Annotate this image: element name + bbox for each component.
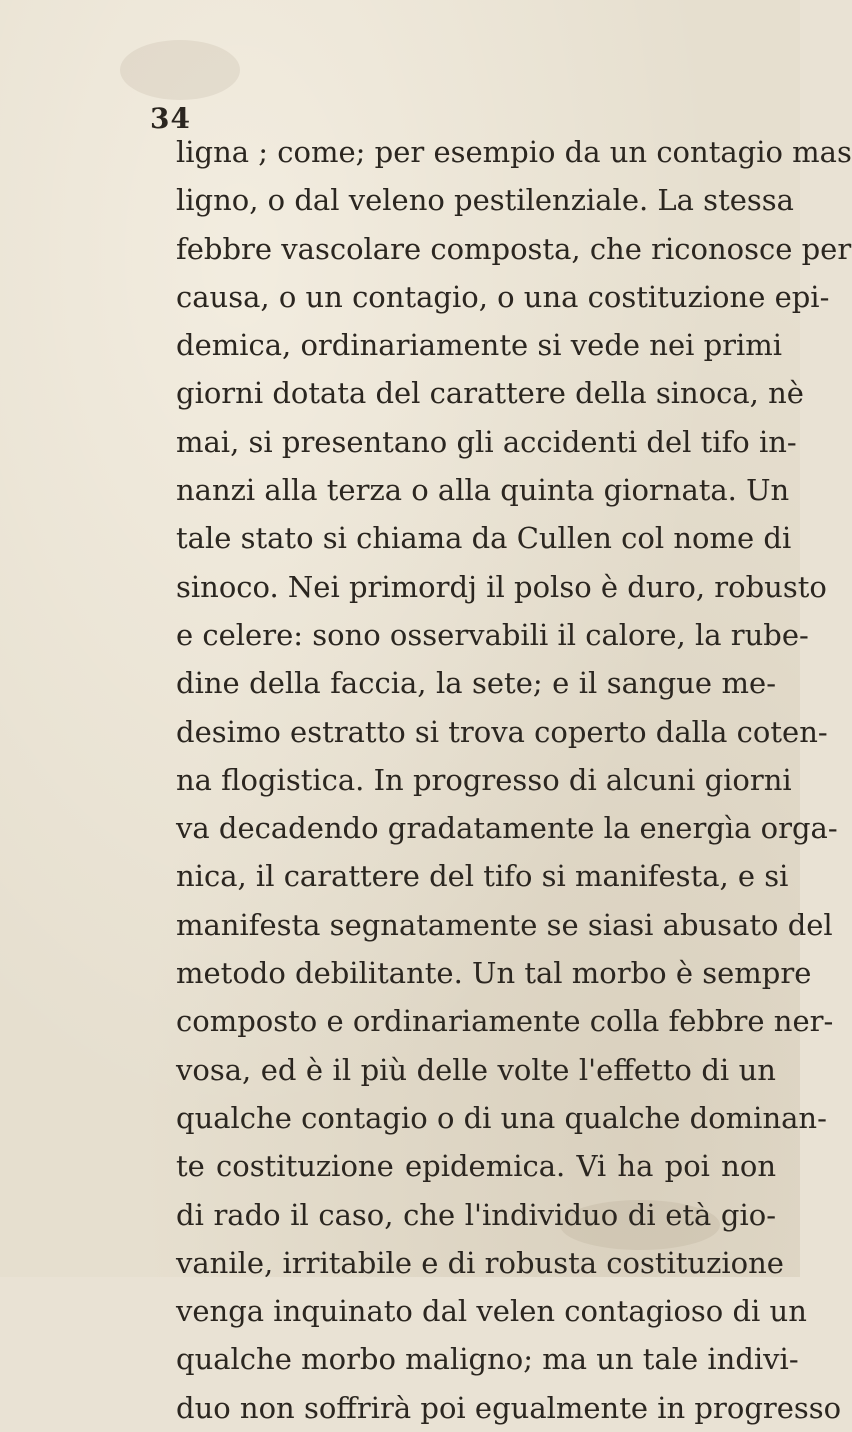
text-line: manifesta segnatamente se siasi abusato del: [176, 907, 833, 942]
text-line: ligna ; come; per esempio da un contagio mas: [176, 135, 852, 169]
text-line: venga inquinato dal velen contagioso di un: [176, 1294, 807, 1329]
text-line: qualche morbo maligno; ma un tale indivi-: [176, 1342, 799, 1377]
text-line: desimo estratto si trova coperto dalla coten-: [176, 714, 828, 749]
text-line: va decadendo gradatamente la energìa orga-: [176, 811, 838, 846]
paper-stain: [120, 40, 240, 100]
text-line: causa, o un contagio, o una costituzione epi-: [176, 279, 830, 314]
text-line: tale stato si chiama da Cullen col nome di: [176, 521, 792, 556]
page-number: 34: [150, 102, 191, 135]
text-line: ligno, o dal veleno pestilenziale. La stessa: [176, 183, 794, 218]
text-line: vosa, ed è il più delle volte l'effetto di un: [176, 1052, 776, 1087]
text-line: composto e ordinariamente colla febbre ner-: [176, 1004, 834, 1039]
text-line: duo non soffrirà poi egualmente in progresso: [176, 1390, 842, 1425]
text-line: demica, ordinariamente si vede nei primi: [176, 328, 783, 363]
text-line: febbre vascolare composta, che riconosce per: [176, 231, 852, 266]
body-text: [176, 128, 852, 1432]
text-line: metodo debilitante. Un tal morbo è sempre: [176, 956, 812, 991]
text-line: nanzi alla terza o alla quinta giornata. Un: [176, 473, 790, 508]
text-line: na flogistica. In progresso di alcuni giorni: [176, 762, 792, 797]
text-line: dine della faccia, la sete; e il sangue me-: [176, 666, 776, 701]
text-line: mai, si presentano gli accidenti del tifo in-: [176, 424, 797, 459]
text-line: nica, il carattere del tifo si manifesta, e si: [176, 859, 789, 894]
text-line: e celere: sono osservabili il calore, la rube-: [176, 617, 809, 652]
text-line: qualche contagio o di una qualche dominan-: [176, 1100, 827, 1135]
text-line: sinoco. Nei primordj il polso è duro, robusto: [176, 569, 827, 604]
text-line: vanile, irritabile e di robusta costituzione: [176, 1245, 784, 1280]
text-line: giorni dotata del carattere della sinoca, nè: [176, 376, 804, 411]
text-line: te costituzione epidemica. Vi ha poi non: [176, 1149, 776, 1184]
text-line: di rado il caso, che l'individuo di età gio-: [176, 1197, 776, 1232]
